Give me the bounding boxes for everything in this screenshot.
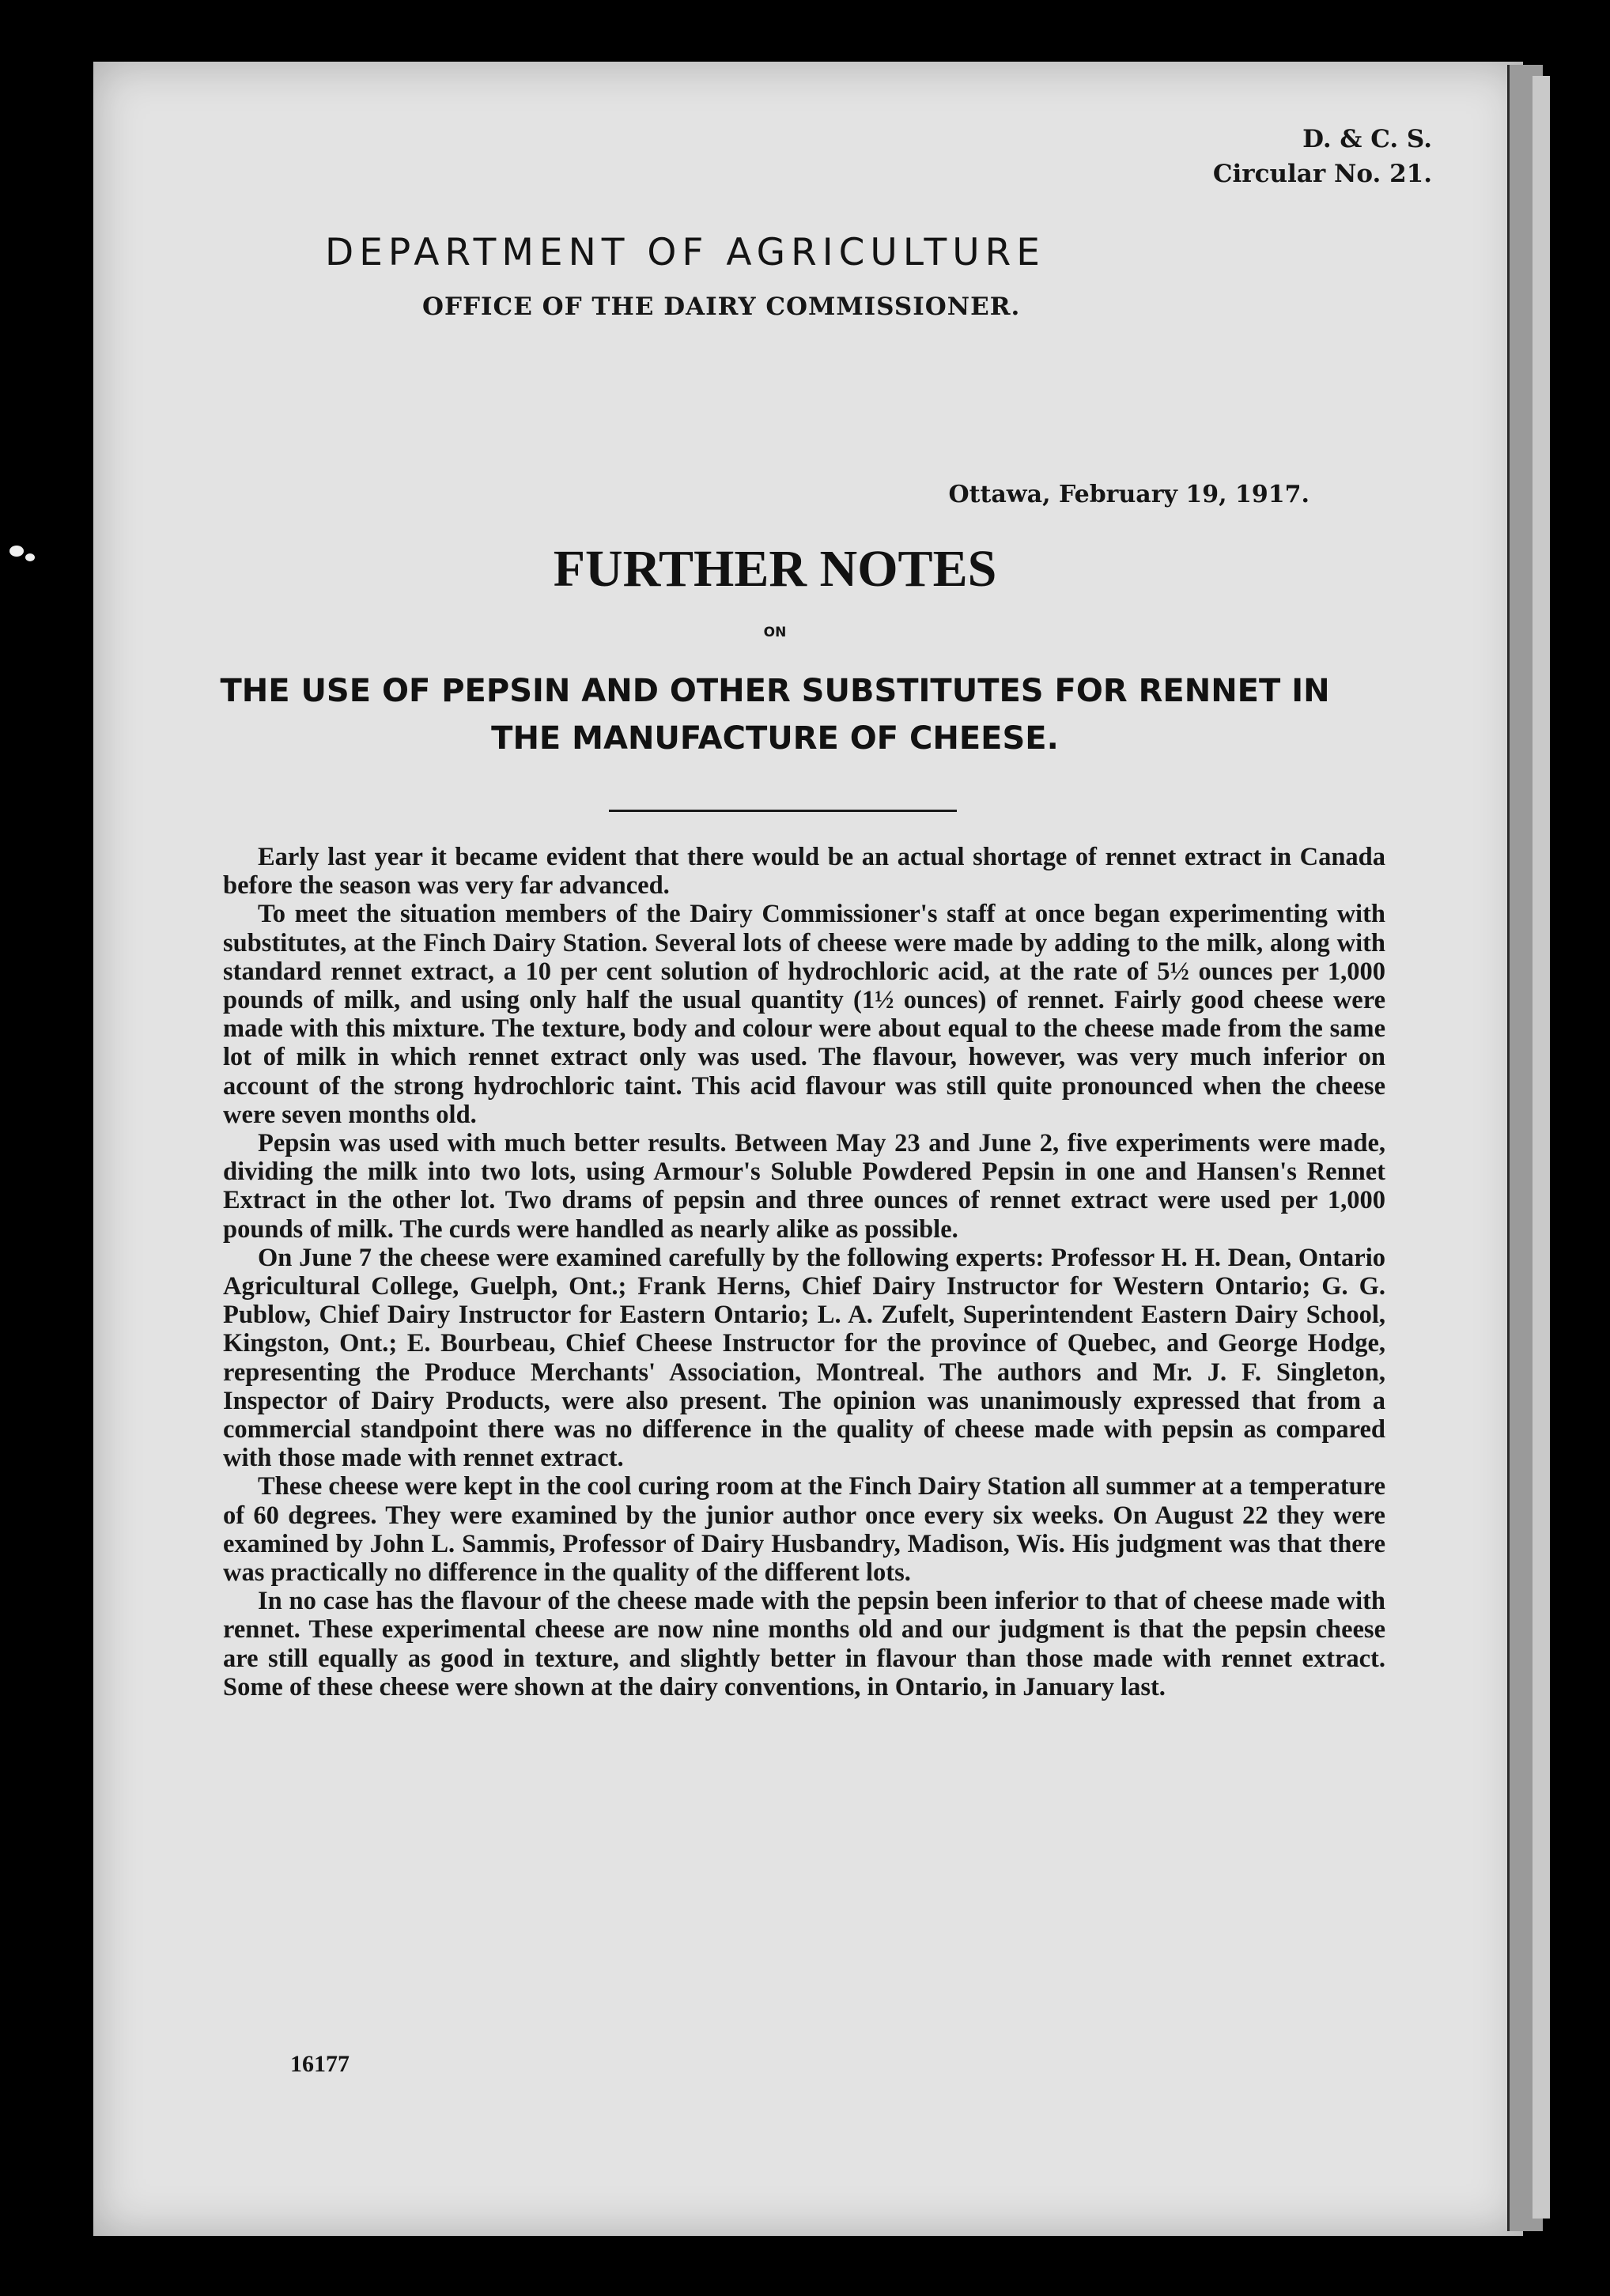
paragraph: Pepsin was used with much better results. Between May 23 and June 2, five experiments were made, dividing the milk into two lots, using Armour's Soluble Powdered Pepsin in one and Hansen's Rennet Extract in the other lot. Two drams of pepsin and three ounces of rennet extract were used per 1,000 pounds of milk. The curds were handled as nearly alike as possible. <box>223 1129 1385 1244</box>
paragraph: Early last year it became evident that there would be an actual shortage of rennet extract in Canada before the season was very far advanced. <box>223 843 1385 901</box>
paragraph: These cheese were kept in the cool curing room at the Finch Dairy Station all summer at a temperature of 60 degrees. They were examined by the junior author once every six weeks. On August 22 they were examined by John L. Sammis, Professor of Dairy Husbandry, Madison, Wis. His judgment was that there was practically no difference in the quality of the different lots. <box>223 1472 1385 1588</box>
circular-reference <box>1213 122 1432 191</box>
document-title: FURTHER NOTES <box>553 540 997 598</box>
paragraph: On June 7 the cheese were examined carefully by the following experts: Professor H. H. Dean, Ontario Agricultural College, Guelph, Ont.; Frank Herns, Chief Dairy Instructor for Western Ontario; G. G. Publow, Chief Dairy Instructor for Eastern Ontario; L. A. Zufelt, Superintendent Eastern Dairy School, Kingston, Ont.; E. Bourbeau, Chief Cheese Instructor for the province of Quebec, and George Hodge, representing the Produce Merchants' Association, Montreal. The authors and Mr. J. F. Singleton, Inspector of Dairy Products, were also present. The opinion was unanimously expressed that from a commercial standpoint there was no difference in the quality of cheese made with pepsin as compared with those made with rennet extract. <box>223 1243 1385 1473</box>
footer-number: 16177 <box>290 2051 350 2077</box>
office-heading: OFFICE OF THE DAIRY COMMISSIONER. <box>422 293 1021 321</box>
document-subtitle: THE USE OF PEPSIN AND OTHER SUBSTITUTES FOR RENNET IN THE MANUFACTURE OF CHEESE. <box>220 673 1330 757</box>
body-text <box>223 843 1385 1701</box>
divider-rule <box>609 810 957 812</box>
circular-number: Circular No. 21. <box>1212 160 1432 188</box>
paragraph: In no case has the flavour of the cheese made with the pepsin been inferior to that of cheese made with rennet. These experimental cheese are now nine months old and our judgment is that the pepsin cheese are still equally as good in texture, and slightly better in flavour than those made with rennet extract. Some of these cheese were shown at the dairy conventions, in Ontario, in January last. <box>223 1587 1385 1701</box>
department-heading: DEPARTMENT OF AGRICULTURE <box>325 231 1046 274</box>
dateline: Ottawa, February 19, 1917. <box>948 481 1310 508</box>
paragraph: To meet the situation members of the Dairy Commissioner's staff at once began experimenting with substitutes, at the Finch Dairy Station. Several lots of cheese were made by adding to the milk, along with standard rennet extract, a 10 per cent solution of hydrochloric acid, at the rate of 5½ ounces per 1,000 pounds of milk, and using only half the usual quantity (1½ ounces) of rennet. Fairly good cheese were made with this mixture. The texture, body and colour were about equal to the cheese made from the same lot of milk in which rennet extract only was used. The flavour, however, was very much inferior on account of the strong hydrochloric taint. This acid flavour was still quite pronounced when the cheese were seven months old. <box>223 900 1385 1129</box>
page-edge-inner <box>1533 76 1550 2219</box>
circular-series: D. & C. S. <box>1302 125 1432 153</box>
title-connector: ON <box>763 625 787 640</box>
